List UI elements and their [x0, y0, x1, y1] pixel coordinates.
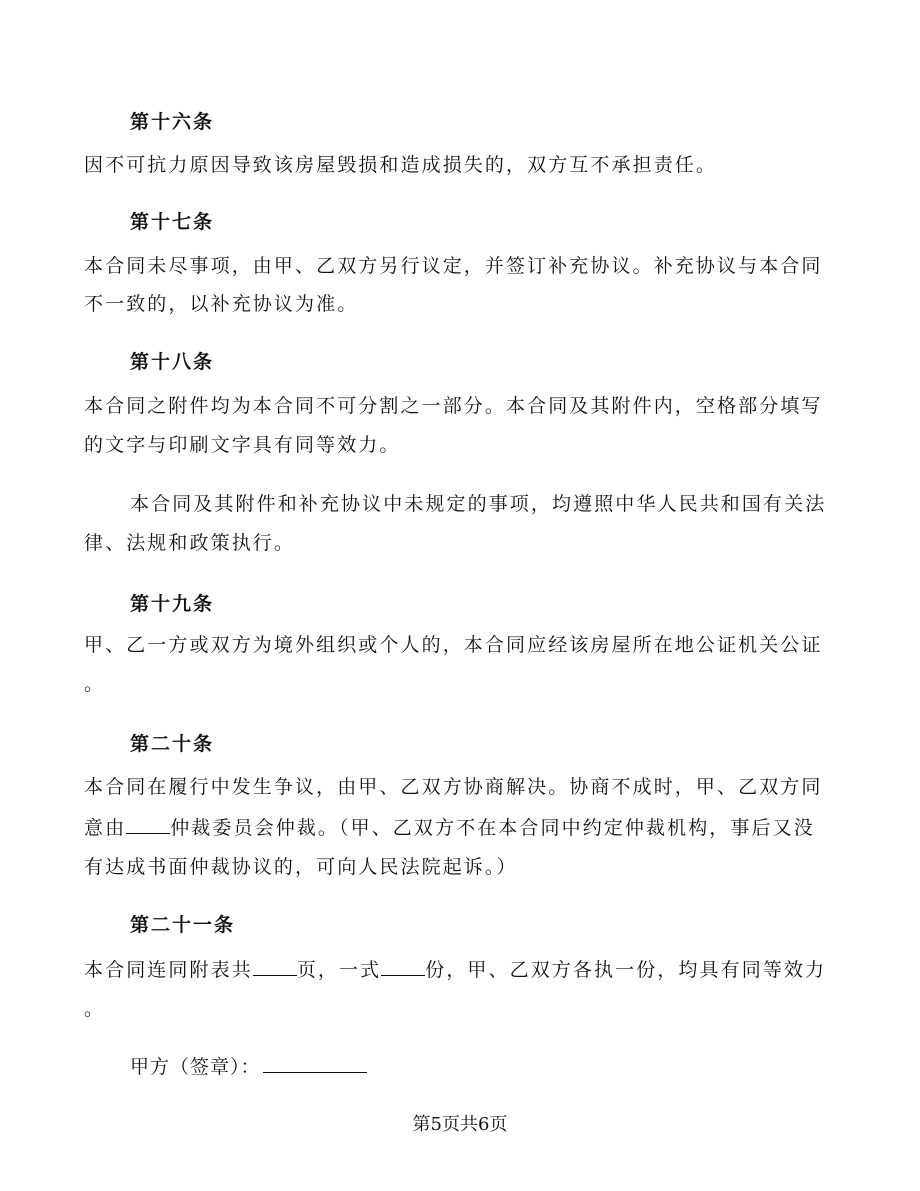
article-19-line-2: 。 [84, 673, 106, 695]
article-18-heading: 第十八条 [130, 351, 215, 373]
article-21-line-1 [84, 957, 826, 982]
article-20-line-2-before: 意由 [84, 817, 127, 839]
page-footer: 第5页共6页 [412, 1114, 508, 1135]
article-21-line-2: 。 [84, 998, 106, 1020]
article-21-part-2: 页，一式 [296, 959, 382, 981]
article-20-line-1: 本合同在履行中发生争议，由甲、乙双方协商解决。协商不成时，甲、乙双方同 [84, 776, 823, 798]
article-21-part-3: 份，甲、乙双方各执一份，均具有同等效力 [425, 959, 827, 981]
article-21-heading: 第二十一条 [130, 914, 236, 936]
article-20-line-3: 有达成书面仲裁协议的，可向人民法院起诉。） [84, 856, 518, 878]
copy-count-blank[interactable] [381, 957, 425, 976]
article-20-line-2-after: 仲裁委员会仲裁。（甲、乙双方不在本合同中约定仲裁机构，事后又没 [170, 817, 815, 839]
article-19-heading: 第十九条 [130, 593, 215, 615]
article-16-line-1: 因不可抗力原因导致该房屋毁损和造成损失的，双方互不承担责任。 [84, 154, 718, 176]
article-17-line-2: 不一致的，以补充协议为准。 [84, 293, 359, 315]
party-a-signature-blank[interactable] [263, 1054, 367, 1073]
article-18-extra-line-2: 律、法规和政策执行。 [84, 532, 296, 554]
arbitration-commission-blank[interactable] [126, 815, 170, 834]
page-count-blank[interactable] [253, 957, 297, 976]
article-21-part-1: 本合同连同附表共 [84, 959, 253, 981]
article-18-line-2: 的文字与印刷文字具有同等效力。 [84, 434, 401, 456]
signature-line [130, 1054, 367, 1079]
party-a-signature-label: 甲方（签章）： [130, 1056, 261, 1078]
article-18-extra-line-1: 本合同及其附件和补充协议中未规定的事项，均遵照中华人民共和国有关法 [130, 493, 827, 515]
article-17-line-1: 本合同未尽事项，由甲、乙双方另行议定，并签订补充协议。补充协议与本合同 [84, 255, 823, 277]
article-17-heading: 第十七条 [130, 211, 215, 233]
article-19-line-1: 甲、乙一方或双方为境外组织或个人的，本合同应经该房屋所在地公证机关公证 [84, 634, 823, 656]
article-20-heading: 第二十条 [130, 733, 215, 755]
article-20-line-2 [84, 815, 815, 840]
article-16-heading: 第十六条 [130, 111, 215, 133]
article-18-line-1: 本合同之附件均为本合同不可分割之一部分。本合同及其附件内，空格部分填写 [84, 395, 823, 417]
